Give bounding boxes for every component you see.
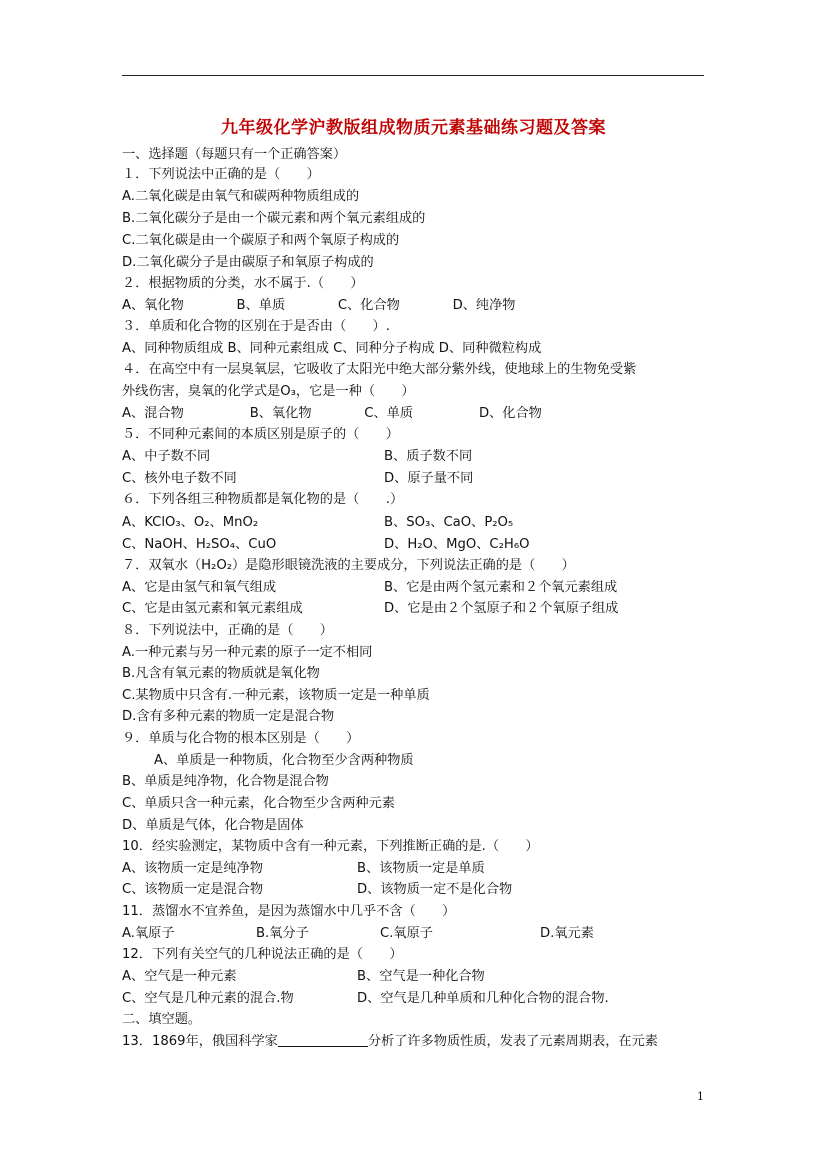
option: A.氧原子 — [122, 926, 175, 941]
page-title: 九年级化学沪教版组成物质元素基础练习题及答案 — [221, 118, 606, 138]
question-stem: ５．不同种元素间的本质区别是原子的（ ） — [122, 427, 399, 442]
option: A.一种元素与另一种元素的原子一定不相同 — [122, 645, 373, 660]
option: A、该物质一定是纯净物 — [122, 861, 263, 876]
answer-blank[interactable] — [278, 1033, 368, 1047]
option: C、它是由氢元素和氧元素组成 — [122, 601, 303, 616]
option: D、H₂O、MgO、C₂H₆O — [384, 537, 530, 552]
option: A、它是由氢气和氧气组成 — [122, 580, 277, 595]
question-stem: ７．双氧水（H₂O₂）是隐形眼镜洗液的主要成分，下列说法正确的是（ ） — [122, 558, 575, 573]
question-stem-cont: 外线伤害，臭氧的化学式是O₃，它是一种（ ） — [122, 384, 415, 399]
option: D、单质是气体，化合物是固体 — [122, 818, 304, 833]
option: B、质子数不同 — [384, 449, 473, 464]
option: D、空气是几种单质和几种化合物的混合物. — [357, 991, 609, 1006]
option: D、原子量不同 — [384, 471, 474, 486]
page-number: 1 — [697, 1090, 704, 1103]
question-text: 分析了许多物质性质，发表了元素周期表，在元素 — [367, 1034, 658, 1049]
question-stem: ９．单质与化合物的根本区别是（ ） — [122, 731, 360, 746]
question-stem: ３．单质和化合物的区别在于是否由（ ）. — [122, 319, 390, 334]
option: D.氧元素 — [540, 926, 594, 941]
option: D、它是由２个氢原子和２个氧原子组成 — [384, 601, 619, 616]
option: B.氧分子 — [256, 926, 309, 941]
option: A、中子数不同 — [122, 449, 211, 464]
option: B、该物质一定是单质 — [357, 861, 485, 876]
option: B.凡含有氧元素的物质就是氧化物 — [122, 666, 320, 681]
option-row: A、同种物质组成 B、同种元素组成 C、同种分子构成 D、同种微粒构成 — [122, 341, 542, 356]
option: C.某物质中只含有.一种元素，该物质一定是一种单质 — [122, 688, 430, 703]
option: C.氧原子 — [380, 926, 433, 941]
option: A.二氧化碳是由氧气和碳两种物质组成的 — [122, 189, 360, 204]
option: C.二氧化碳是由一个碳原子和两个氧原子构成的 — [122, 233, 400, 248]
option: B.二氧化碳分子是由一个碳元素和两个氧元素组成的 — [122, 211, 426, 226]
question-stem: ４．在高空中有一层臭氧层，它吸收了太阳光中绝大部分紫外线，使地球上的生物免受紫 — [122, 362, 637, 377]
question-stem: ６．下列各组三种物质都是氧化物的是（ .） — [122, 492, 404, 507]
option: A、KClO₃、O₂、MnO₂ — [122, 515, 259, 530]
option: C、该物质一定是混合物 — [122, 882, 264, 897]
option-row: A、氧化物 B、单质 C、化合物 D、纯净物 — [122, 298, 516, 313]
question-stem — [122, 1033, 658, 1051]
option: D.含有多种元素的物质一定是混合物 — [122, 709, 335, 724]
option: A、单质是一种物质，化合物至少含两种物质 — [154, 753, 414, 768]
option: C、NaOH、H₂SO₄、CuO — [122, 537, 277, 552]
option: D、该物质一定不是化合物 — [357, 882, 513, 897]
header-rule — [122, 75, 704, 76]
option: C、核外电子数不同 — [122, 471, 237, 486]
question-stem: 11．蒸馏水不宜养鱼，是因为蒸馏水中几乎不含（ ） — [122, 904, 456, 919]
option: B、单质是纯净物，化合物是混合物 — [122, 774, 329, 789]
question-stem: ８．下列说法中，正确的是（ ） — [122, 623, 333, 638]
option: B、它是由两个氢元素和２个氧元素组成 — [384, 580, 618, 595]
option: D.二氧化碳分子是由碳原子和氧原子构成的 — [122, 255, 374, 270]
question-stem: １．下列说法中正确的是（ ） — [122, 167, 320, 182]
question-stem: 12．下列有关空气的几种说法正确的是（ ） — [122, 947, 403, 962]
option: B、SO₃、CaO、P₂O₅ — [384, 515, 514, 530]
option: C、单质只含一种元素，化合物至少含两种元素 — [122, 796, 395, 811]
section-heading: 二、填空题。 — [122, 1012, 202, 1027]
section-heading: 一、选择题（每题只有一个正确答案） — [122, 147, 347, 162]
option: A、空气是一种元素 — [122, 969, 237, 984]
option: C、空气是几种元素的混合.物 — [122, 991, 294, 1006]
question-stem: ２．根据物质的分类，水不属于.（ ） — [122, 276, 364, 291]
option: B、空气是一种化合物 — [357, 969, 485, 984]
question-text: 13．1869年，俄国科学家 — [122, 1034, 278, 1049]
option-row: A、混合物 B、氧化物 C、单质 D、化合物 — [122, 406, 542, 421]
question-stem: 10．经实验测定，某物质中含有一种元素，下列推断正确的是.（ ） — [122, 839, 539, 854]
